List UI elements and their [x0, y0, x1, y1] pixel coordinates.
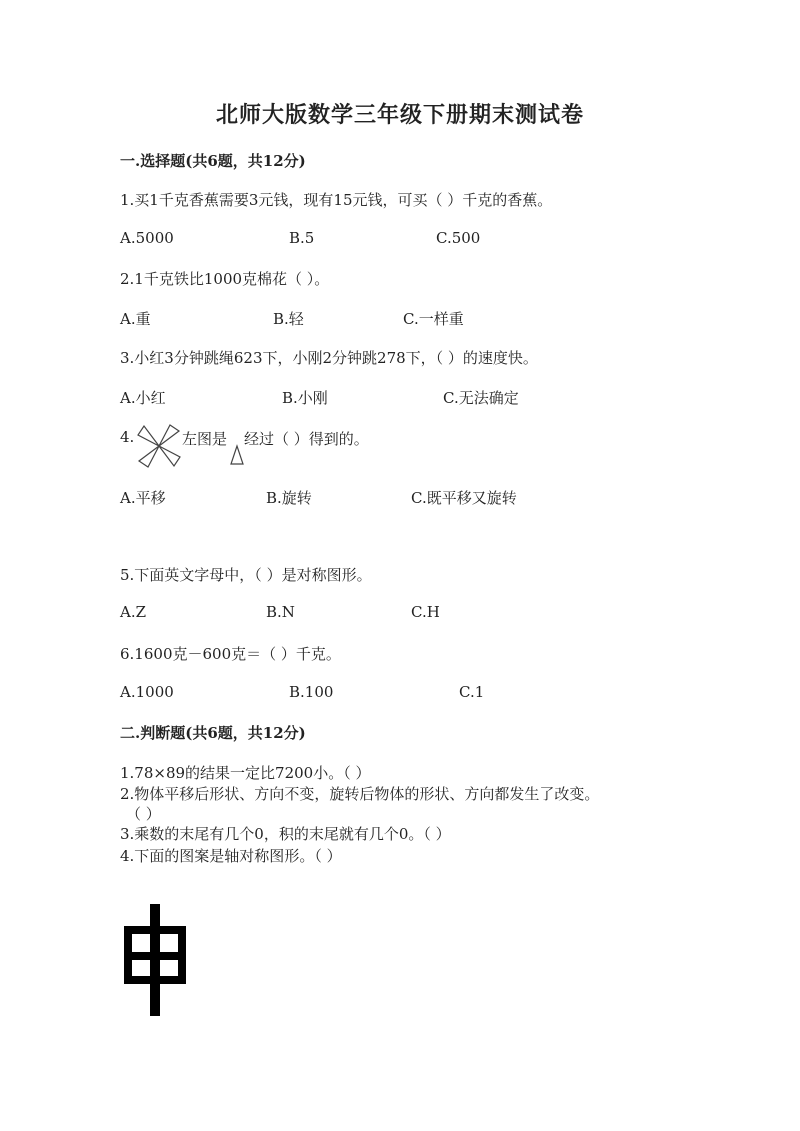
question-2-option-b: B.轻 — [273, 310, 304, 328]
pinwheel-figure — [136, 423, 182, 469]
question-6-option-b: B.100 — [289, 683, 334, 701]
question-4-option-c: C.既平移又旋转 — [411, 489, 517, 507]
question-3-option-c: C.无法确定 — [443, 389, 519, 407]
judge-question-2: 2.物体平移后形状、方向不变，旋转后物体的形状、方向都发生了改变。 — [120, 785, 600, 803]
question-6-option-a: A.1000 — [120, 683, 174, 701]
question-1: 1.买1千克香蕉需要3元钱，现有15元钱，可买（ ）千克的香蕉。 — [120, 191, 553, 209]
question-2-option-a: A.重 — [120, 310, 151, 328]
question-2-option-c: C.一样重 — [403, 310, 464, 328]
page-title: 北师大版数学三年级下册期末测试卷 — [215, 102, 584, 128]
question-1-option-b: B.5 — [289, 229, 315, 247]
question-5-option-b: B.N — [266, 603, 295, 621]
question-3-option-a: A.小红 — [120, 389, 166, 407]
question-4-number: 4. — [120, 428, 135, 446]
question-4-text-suffix: 经过（ ）得到的。 — [244, 430, 369, 448]
question-5: 5.下面英文字母中，（ ）是对称图形。 — [120, 566, 372, 584]
judge-question-2-blank: （ ） — [126, 805, 161, 823]
judge-question-4: 4.下面的图案是轴对称图形。（ ） — [120, 847, 342, 865]
section-heading-choice: 一.选择题(共6题，共12分) — [120, 152, 306, 170]
shen-symbol-figure — [118, 900, 192, 1020]
question-4-option-b: B.旋转 — [266, 489, 312, 507]
question-4-text-mid: 左图是 — [182, 430, 228, 448]
question-6-option-c: C.1 — [459, 683, 485, 701]
question-2: 2.1千克铁比1000克棉花（ ）。 — [120, 270, 330, 288]
question-3-option-b: B.小刚 — [282, 389, 328, 407]
triangle-figure — [229, 444, 245, 466]
question-4-option-a: A.平移 — [120, 489, 166, 507]
judge-question-1: 1.78×89的结果一定比7200小。（ ） — [120, 764, 371, 782]
question-1-option-a: A.5000 — [120, 229, 174, 247]
question-3: 3.小红3分钟跳绳623下，小刚2分钟跳278下，（ ）的速度快。 — [120, 349, 538, 367]
question-6: 6.1600克－600克＝（ ）千克。 — [120, 645, 341, 663]
question-5-option-a: A.Z — [120, 603, 147, 621]
question-5-option-c: C.H — [411, 603, 440, 621]
question-1-option-c: C.500 — [436, 229, 481, 247]
judge-question-3: 3.乘数的末尾有几个0，积的末尾就有几个0。（ ） — [120, 825, 451, 843]
section-heading-judge: 二.判断题(共6题，共12分) — [120, 724, 306, 742]
